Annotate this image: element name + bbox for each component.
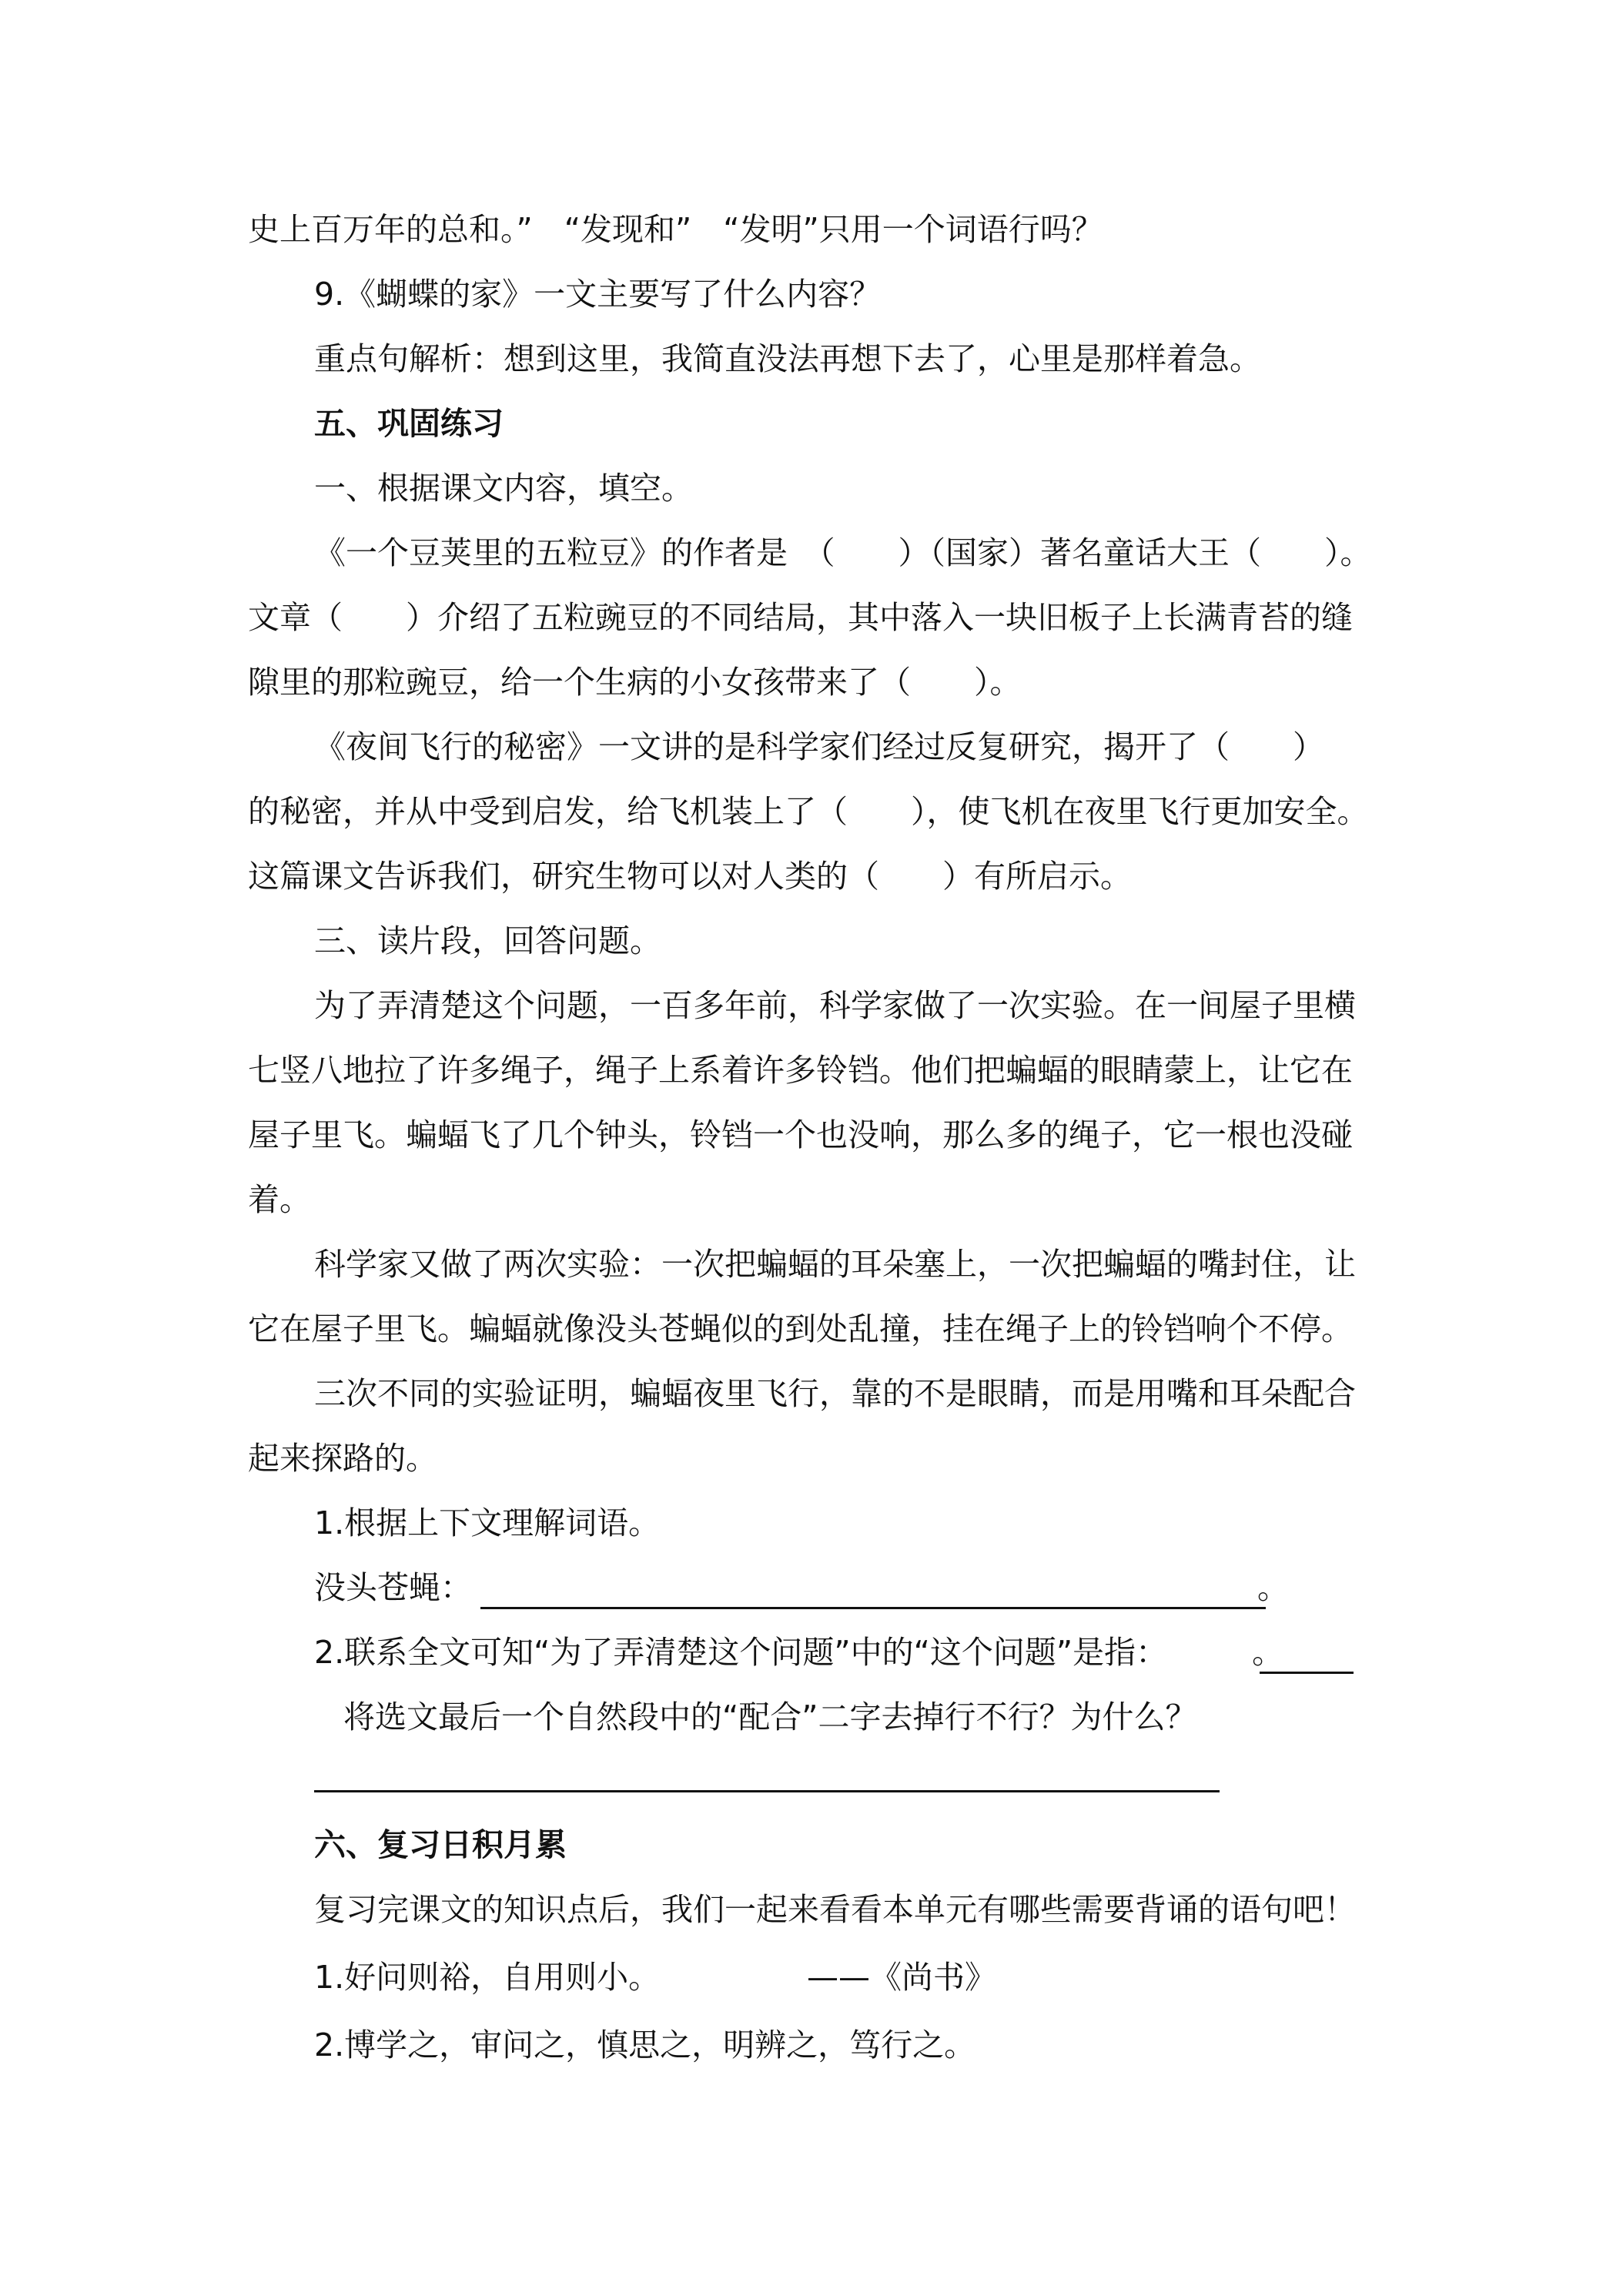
answer-prompt: 没头苍蝇： xyxy=(314,1569,472,1606)
question-2 xyxy=(314,1631,1380,1674)
section-heading-6: 六、复习日积月累 xyxy=(314,1826,567,1863)
text-line: 的秘密，并从中受到启发，给飞机装上了（ ），使飞机在夜里飞行更加安全。 xyxy=(248,793,1369,830)
question-2-text: 2.联系全文可知“为了弄清楚这个问题”中的“这个问题”是指： xyxy=(314,1634,1168,1671)
question-2-end: 。 xyxy=(1252,1634,1284,1671)
answer-end: 。 xyxy=(1257,1569,1289,1606)
answer-blank-1[interactable] xyxy=(480,1607,1266,1609)
passage-line: 着。 xyxy=(248,1181,311,1218)
text-line: 史上百万年的总和。” “发现和” “发明”只用一个词语行吗？ xyxy=(248,211,1103,248)
quote-2: 2.博学之，审问之，慎思之，明辨之，笃行之。 xyxy=(314,2027,976,2063)
question-1: 1.根据上下文理解词语。 xyxy=(314,1504,661,1541)
exercise-heading-3: 三、读片段，回答问题。 xyxy=(314,922,661,959)
question-3: 将选文最后一个自然段中的“配合”二字去掉行不行？为什么？ xyxy=(343,1699,1197,1735)
passage-line: 起来探路的。 xyxy=(248,1440,437,1477)
section-heading-5: 五、巩固练习 xyxy=(314,405,504,442)
answer-blank-2[interactable] xyxy=(1260,1672,1354,1674)
passage-line: 它在屋子里飞。蝙蝠就像没头苍蝇似的到处乱撞，挂在绳子上的铃铛响个不停。 xyxy=(248,1310,1353,1347)
passage-line: 屋子里飞。蝙蝠飞了几个钟头，铃铛一个也没响，那么多的绳子，它一根也没碰 xyxy=(248,1116,1353,1153)
key-sentence-analysis: 重点句解析：想到这里，我简直没法再想下去了，心里是那样着急。 xyxy=(314,340,1261,377)
passage-line: 七竖八地拉了许多绳子，绳子上系着许多铃铛。他们把蝙蝠的眼睛蒙上，让它在 xyxy=(248,1052,1353,1089)
answer-blank-3[interactable] xyxy=(314,1790,1220,1792)
passage-line: 为了弄清楚这个问题，一百多年前，科学家做了一次实验。在一间屋子里横 xyxy=(314,987,1356,1024)
quote-1 xyxy=(314,1956,1380,1999)
intro-line: 复习完课文的知识点后，我们一起来看看本单元有哪些需要背诵的语句吧！ xyxy=(314,1891,1356,1928)
text-line: 文章（ ）介绍了五粒豌豆的不同结局，其中落入一块旧板子上长满青苔的缝 xyxy=(248,599,1353,636)
quote-1-source: ——《尚书》 xyxy=(807,1959,996,1996)
text-line: 这篇课文告诉我们，研究生物可以对人类的（ ）有所启示。 xyxy=(248,858,1132,895)
passage-line: 三次不同的实验证明，蝙蝠夜里飞行，靠的不是眼睛，而是用嘴和耳朵配合 xyxy=(314,1375,1356,1412)
question-9: 9.《蝴蝶的家》一文主要写了什么内容？ xyxy=(314,276,882,313)
text-line: 《夜间飞行的秘密》一文讲的是科学家们经过反复研究，揭开了（ ） xyxy=(314,728,1324,765)
text-line: 《一个豆荚里的五粒豆》的作者是 （ ）（国家）著名童话大王（ ）。 xyxy=(314,534,1372,571)
exercise-heading-1: 一、根据课文内容，填空。 xyxy=(314,470,693,507)
text-line: 隙里的那粒豌豆，给一个生病的小女孩带来了（ ）。 xyxy=(248,664,1022,701)
quote-1-text: 1.好问则裕，自用则小。 xyxy=(314,1959,661,1996)
passage-line: 科学家又做了两次实验：一次把蝙蝠的耳朵塞上，一次把蝙蝠的嘴封住，让 xyxy=(314,1246,1356,1283)
answer-line-word xyxy=(314,1566,1380,1609)
